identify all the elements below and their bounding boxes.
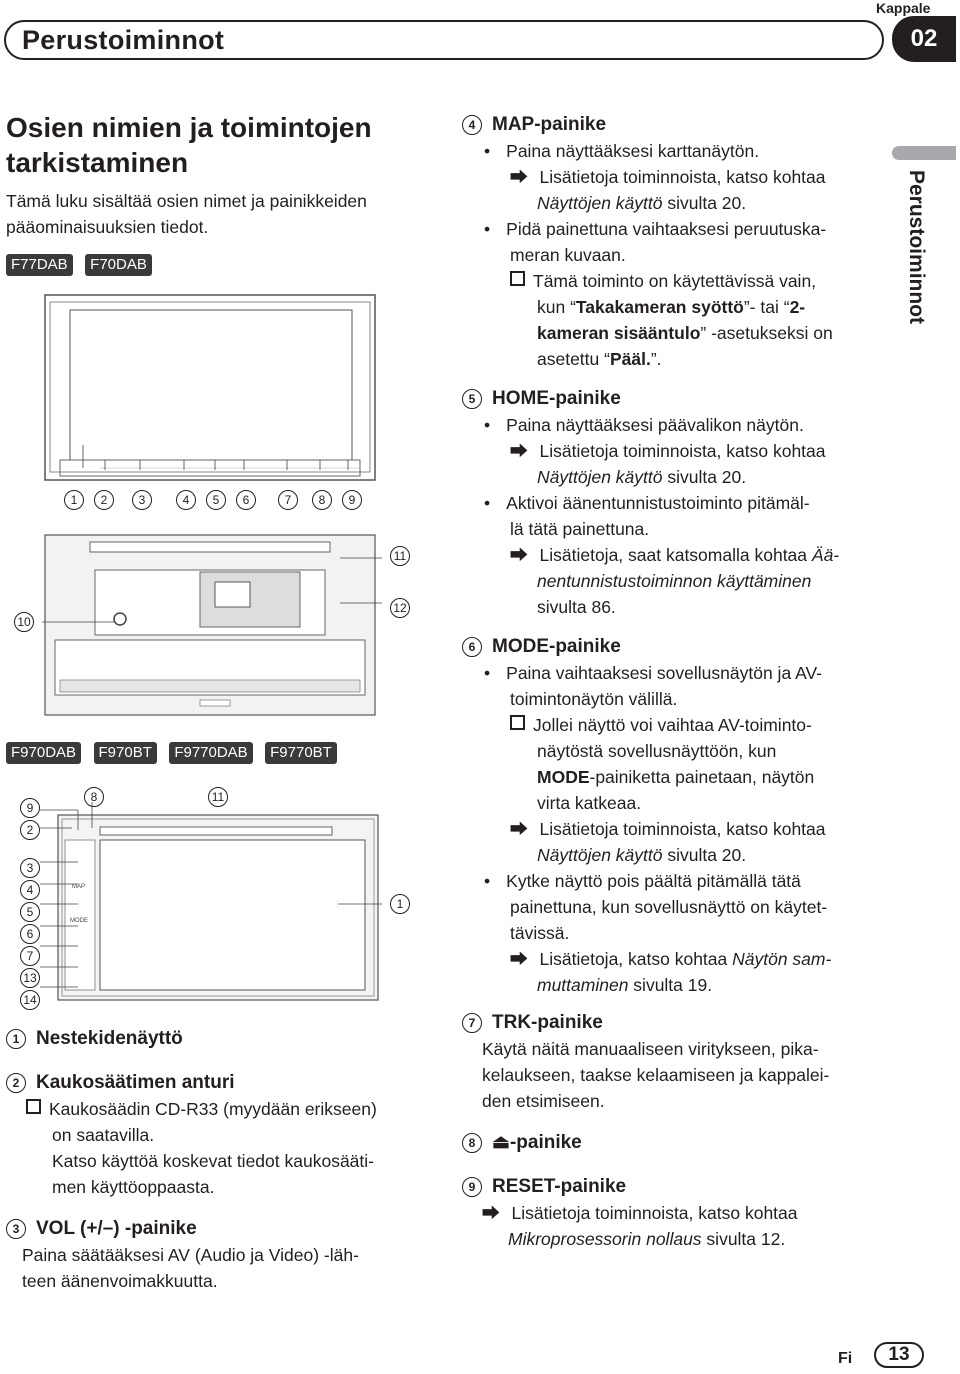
footer-language: Fi [838, 1350, 853, 1367]
item-number: 6 [462, 637, 482, 657]
body-line: teen äänenvoimakkuutta. [22, 1271, 218, 1291]
bullet-icon: • [484, 141, 491, 161]
callout: 7 [20, 946, 40, 966]
reference-arrow-icon: ⮕ [510, 167, 528, 187]
item-title: Kaukosäätimen anturi [36, 1072, 235, 1093]
page-number: 13 [874, 1342, 924, 1368]
model-tags-bottom [6, 742, 337, 764]
note-box-icon [26, 1099, 41, 1114]
item-number: 7 [462, 1013, 482, 1033]
fig2-mode-label: MODE [70, 918, 88, 924]
chapter-number: 02 [892, 16, 956, 62]
callout: 6 [236, 490, 256, 510]
callout: 13 [20, 968, 40, 988]
bullet-icon: • [484, 493, 491, 513]
item-heading [6, 1026, 446, 1052]
item-title: VOL (+/–) -painike [36, 1218, 197, 1239]
callout: 11 [390, 546, 410, 566]
bullet-icon: • [484, 415, 491, 435]
fig2-callout-1 [390, 894, 420, 914]
fig1-callout-11 [390, 546, 420, 566]
callout: 9 [20, 798, 40, 818]
model-tag: F70DAB [85, 254, 152, 276]
fig2-callout-8 [84, 787, 114, 807]
fig2-callout-11 [208, 787, 238, 807]
item-number: 4 [462, 115, 482, 135]
callout: 11 [208, 787, 228, 807]
model-tag: F77DAB [6, 254, 73, 276]
callout: 6 [20, 924, 40, 944]
fig1-callout-10 [14, 612, 44, 632]
item-title: RESET-painike [492, 1176, 627, 1197]
callout: 9 [342, 490, 362, 510]
kappale-label: Kappale [876, 0, 931, 16]
callout: 5 [20, 902, 40, 922]
model-tag: F9770DAB [169, 742, 252, 764]
callout: 14 [20, 990, 40, 1010]
note-line: Kaukosäädin CD-R33 (myydään erikseen) [6, 1096, 446, 1122]
bullet-icon: • [484, 663, 491, 683]
note-box-icon [510, 715, 525, 730]
side-tab-bar [892, 146, 956, 160]
item-number: 3 [6, 1219, 26, 1239]
fig1-callout-12 [390, 598, 420, 618]
item-9: 9 RESET-painike ⮕ Lisätietoja toiminnoista, katso kohtaa Mikroprosessorin nollaus sivulta 12. [462, 1174, 882, 1252]
body-line: Paina säätääksesi AV (Audio ja Video) -läh- [22, 1245, 359, 1265]
items-left [6, 1026, 446, 1294]
item-number: 9 [462, 1177, 482, 1197]
note-box-icon [510, 271, 525, 286]
item-title: MAP-painike [492, 114, 607, 135]
item-heading [6, 1216, 446, 1242]
callout: 10 [14, 612, 34, 632]
side-tab [900, 170, 930, 390]
item-5: 5 HOME-painike • Paina näyttääksesi päävalikon näytön. ⮕ Lisätietoja toiminnoista, katso kohtaa Näyttöjen käyttö sivulta 20. • Aktivoi äänentunnistustoiminto pitämäl- lä tätä painettuna. ⮕ Lisätietoja, saat katsomalla kohtaa Ää- nentunnistustoiminnon käyttäminen sivulta 86. [462, 386, 882, 620]
item-7: 7 TRK-painike Käytä näitä manuaaliseen viritykseen, pika- kelaukseen, taakse kelaamiseen ja kappalei- den etsimiseen. [462, 1010, 882, 1114]
reference-arrow-icon: ⮕ [510, 819, 528, 839]
item-6: 6 MODE-painike • Paina vaihtaaksesi sovellusnäytön ja AV- toimintonäytön välillä. Jollei näyttö voi vaihtaa AV-toiminto- näytöstä sovellusnäyttöön, kun MODE-painiketta painetaan, näytön virta katkeaa. ⮕ Lisätietoja toiminnoista, katso kohtaa Näyttöjen käyttö sivulta 20. • Kytke näyttö pois päältä pitämällä tätä painettuna, kun sovellusnäyttö on käytet- tävissä. ⮕ Lisätietoja, katso kohtaa Näytön sam- muttaminen sivulta 19. [462, 634, 882, 998]
item-number: 1 [6, 1029, 26, 1049]
callout: 1 [64, 490, 84, 510]
callout: 12 [390, 598, 410, 618]
callout: 8 [312, 490, 332, 510]
callout: 4 [176, 490, 196, 510]
model-tag: F970BT [94, 742, 157, 764]
item-number: 2 [6, 1073, 26, 1093]
bullet-icon: • [484, 871, 491, 891]
model-tag: F9770BT [265, 742, 337, 764]
reference-arrow-icon: ⮕ [510, 441, 528, 461]
item-number: 8 [462, 1133, 482, 1153]
callout: 7 [278, 490, 298, 510]
bullet-icon: • [484, 219, 491, 239]
item-4: 4 MAP-painike • Paina näyttääksesi karttanäytön. ⮕ Lisätietoja toiminnoista, katso kohtaa Näyttöjen käyttö sivulta 20. • Pidä painettuna vaihtaaksesi peruutuska- meran kuvaan. Tämä toiminto on käytettävissä vain, kun “Takakameran syöttö”- tai “2- kameran sisääntulo” -asetukseksi on asetettu “Pääl.”. [462, 112, 882, 372]
fig1-callout-row [64, 490, 372, 510]
item-title: Nestekidenäyttö [36, 1028, 183, 1049]
reference-arrow-icon: ⮕ [510, 545, 528, 565]
unit-diagram-side [0, 780, 440, 1010]
note-line: men käyttöoppaasta. [52, 1177, 215, 1197]
item-heading [6, 1070, 446, 1096]
item-title: MODE-painike [492, 636, 621, 657]
side-tab-label: Perustoiminnot [905, 170, 928, 325]
callout: 1 [390, 894, 410, 914]
callout: 4 [20, 880, 40, 900]
callout: 5 [206, 490, 226, 510]
item-title: ⏏-painike [492, 1132, 582, 1153]
section-intro: Tämä luku sisältää osien nimet ja painikkeiden pääominaisuuksien tiedot. [6, 191, 367, 237]
model-tags-top [6, 254, 152, 276]
reference-arrow-icon: ⮕ [482, 1203, 500, 1223]
model-tag: F970DAB [6, 742, 81, 764]
callout: 8 [84, 787, 104, 807]
reference-arrow-icon: ⮕ [510, 949, 528, 969]
item-8 [462, 1130, 882, 1156]
fig2-map-label: MAP [72, 884, 86, 890]
callout: 2 [94, 490, 114, 510]
note-line: Katso käyttöä koskevat tiedot kaukosääti- [52, 1151, 374, 1171]
item-number: 5 [462, 389, 482, 409]
item-title: HOME-painike [492, 388, 621, 409]
callout: 3 [20, 858, 40, 878]
callout: 3 [132, 490, 152, 510]
page-title: Perustoiminnot [22, 25, 225, 55]
fig2-callouts-left [20, 798, 50, 1010]
note-line: on saatavilla. [52, 1125, 155, 1145]
item-title: TRK-painike [492, 1012, 603, 1033]
callout: 2 [20, 820, 40, 840]
section-title: Osien nimien ja toimintojen tarkistaminen [6, 112, 372, 178]
